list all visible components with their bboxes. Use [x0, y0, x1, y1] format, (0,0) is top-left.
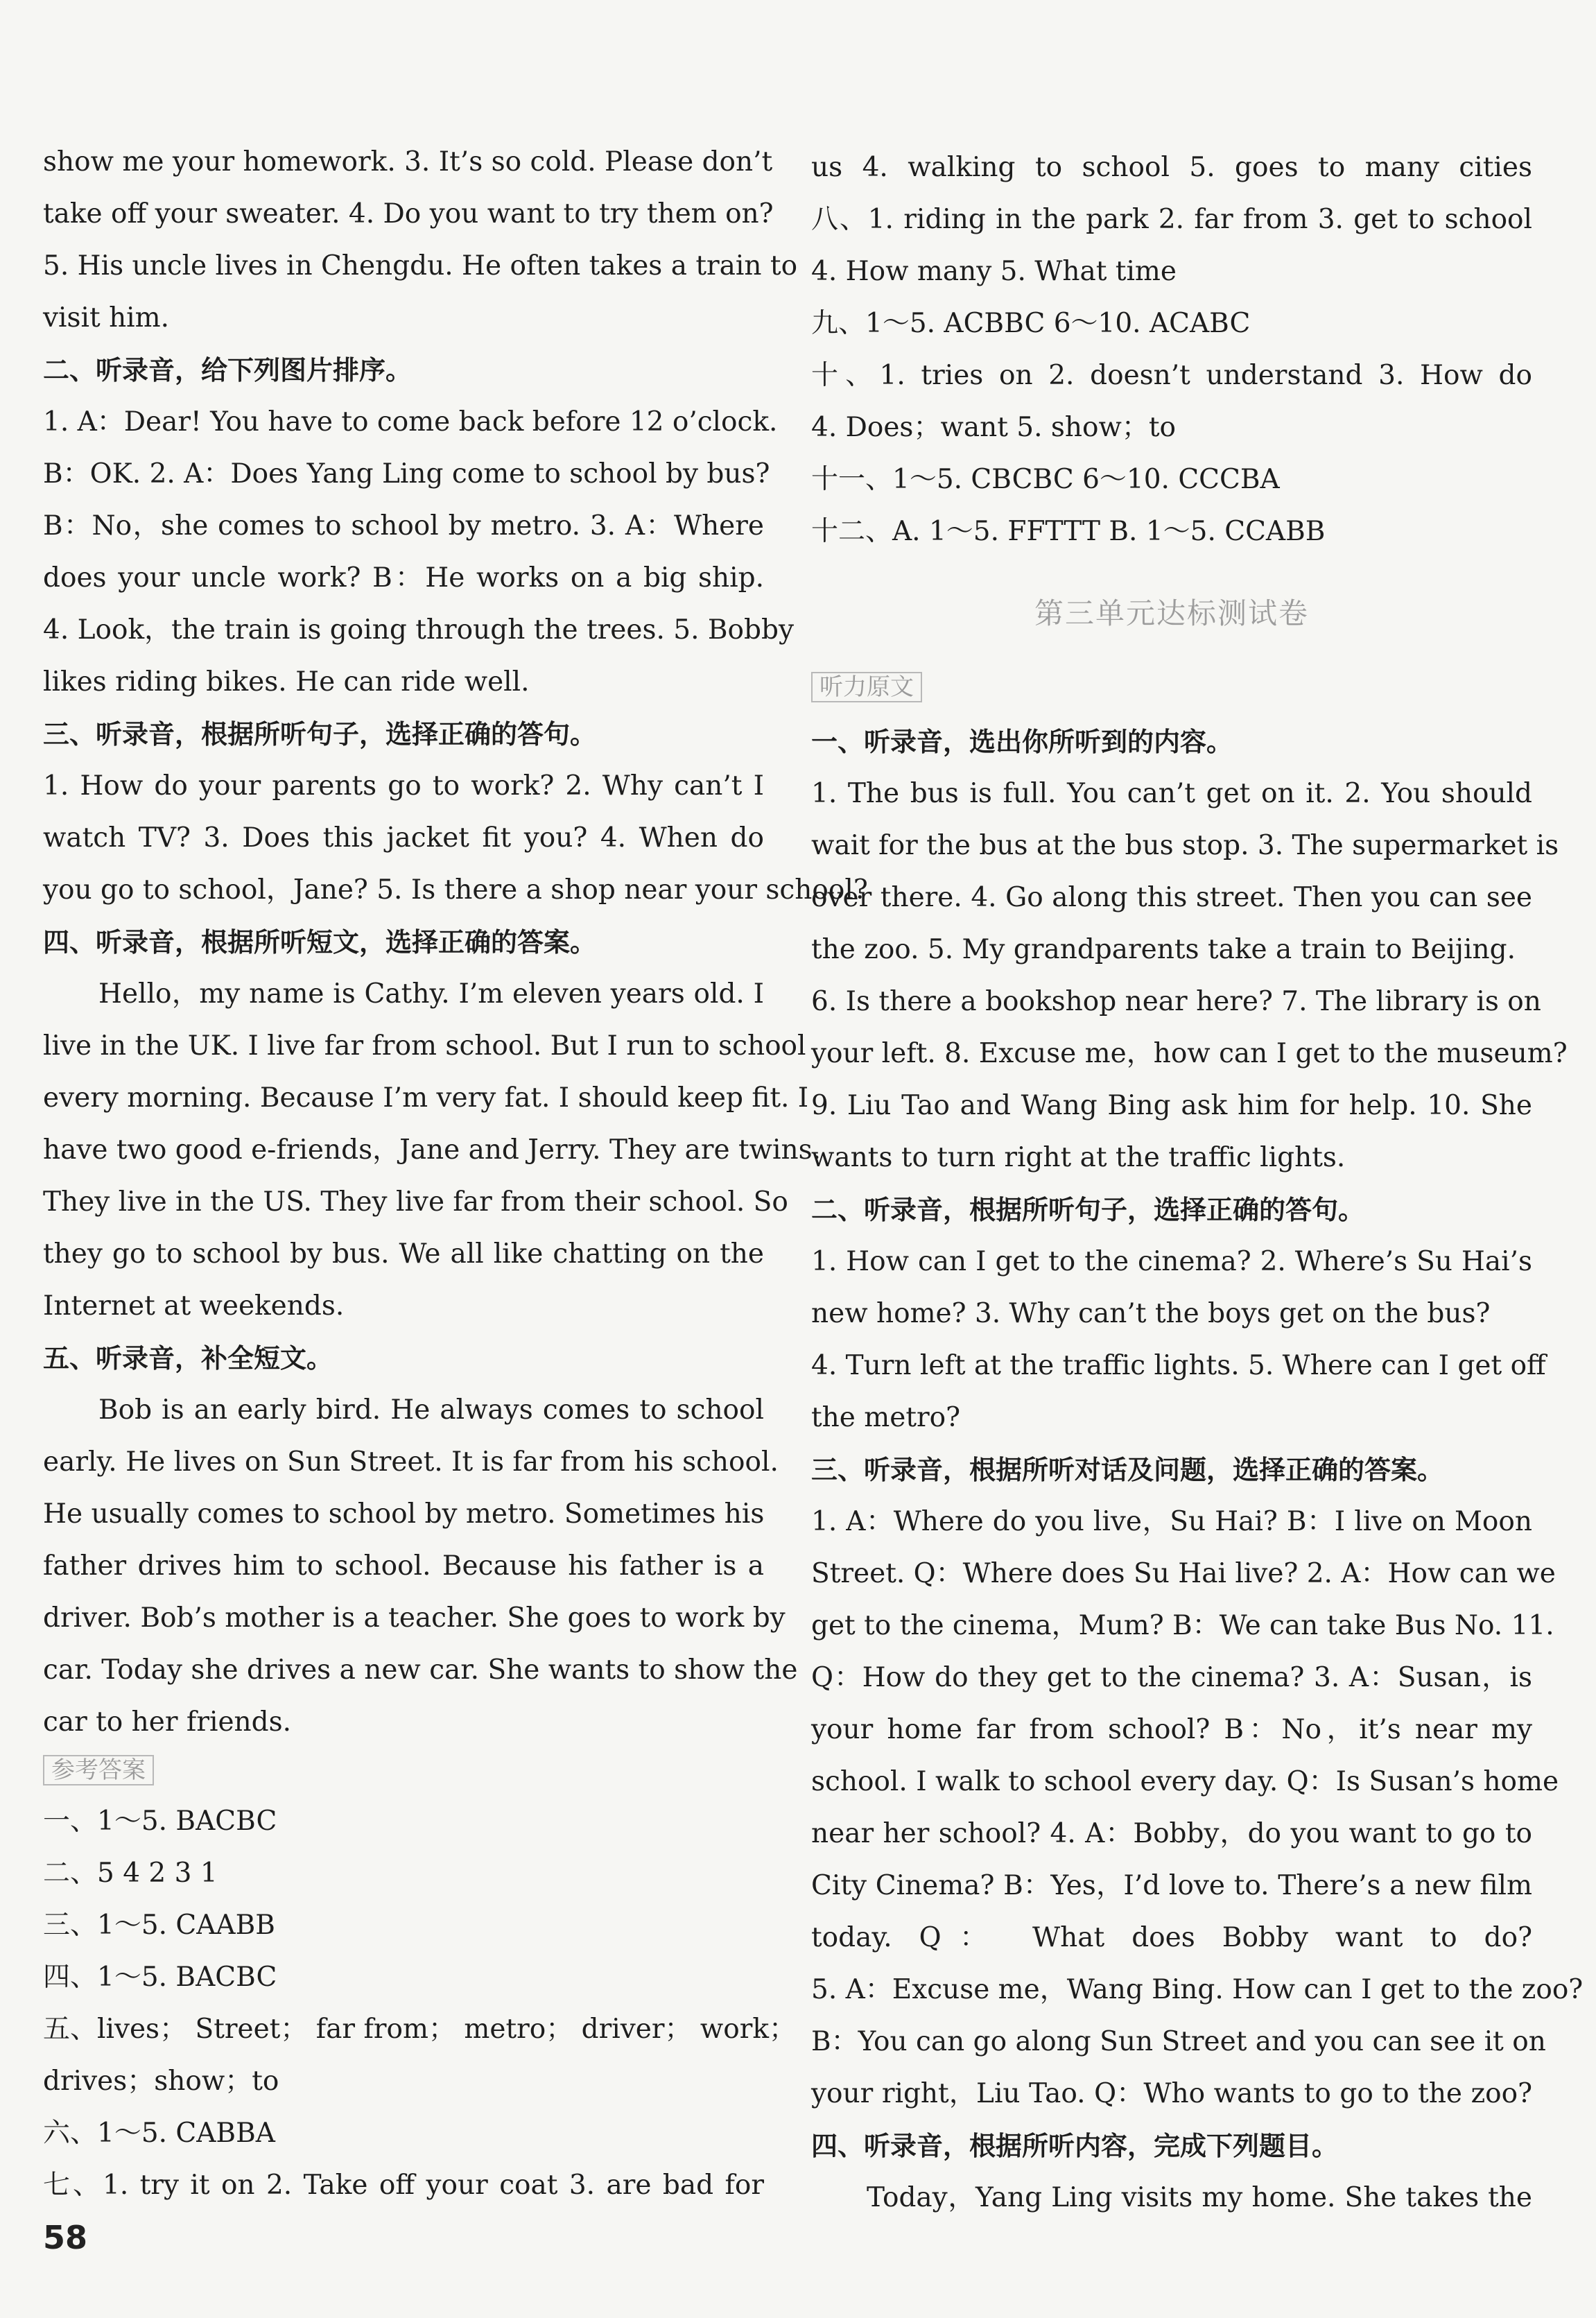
- text-line: your home far from school? B：No，it’s near my: [811, 1714, 1532, 1745]
- text-line: B：No，she comes to school by metro. 3. A：Where: [43, 510, 764, 542]
- answer-line: 七、1. try it on 2. Take off your coat 3. are bad for: [43, 2170, 764, 2201]
- text-line: they go to school by bus. We all like chatting on the: [43, 1238, 764, 1270]
- text-line: B：OK. 2. A：Does Yang Ling come to school by bus?: [43, 458, 770, 490]
- text-line: show me your homework. 3. It’s so cold. Please don’t: [43, 146, 773, 178]
- answer-line: 八、1. riding in the park 2. far from 3. get to school: [811, 204, 1532, 235]
- text-line: 4. Turn left at the traffic lights. 5. Where can I get off: [811, 1350, 1546, 1381]
- text-line: your right，Liu Tao. Q：Who wants to go to the zoo?: [811, 2078, 1532, 2109]
- answer-line: 一、1～5. BACBC: [43, 1806, 277, 1837]
- text-line: 5. A：Excuse me，Wang Bing. How can I get to the zoo?: [811, 1974, 1584, 2005]
- text-line: He usually comes to school by metro. Sometimes his: [43, 1498, 765, 1530]
- listening-tag-row: [811, 668, 1532, 704]
- text-line: does your uncle work? B：He works on a big ship.: [43, 562, 764, 594]
- text-line: you go to school，Jane? 5. Is there a shop near your school?: [43, 874, 868, 906]
- answer-line: 4. Does；want 5. show；to: [811, 412, 1177, 443]
- answer-line: 六、1～5. CABBA: [43, 2118, 275, 2149]
- section-heading: 三、听录音，根据所听对话及问题，选择正确的答案。: [811, 1455, 1444, 1485]
- text-line: near her school? 4. A：Bobby，do you want to go to: [811, 1818, 1532, 1849]
- text-line: every morning. Because I’m very fat. I should keep fit. I: [43, 1082, 809, 1114]
- text-line: 1. How can I get to the cinema? 2. Where’s Su Hai’s: [811, 1246, 1532, 1277]
- text-line: Internet at weekends.: [43, 1290, 345, 1322]
- text-line: Bob is an early bird. He always comes to school: [98, 1394, 764, 1426]
- text-line: the metro?: [811, 1402, 961, 1433]
- text-line: visit him.: [43, 302, 170, 334]
- text-line: B：You can go along Sun Street and you can see it on: [811, 2026, 1546, 2057]
- answer-line: 4. How many 5. What time: [811, 256, 1177, 287]
- answer-line: 四、1～5. BACBC: [43, 1962, 277, 1993]
- text-line: new home? 3. Why can’t the boys get on the bus?: [811, 1298, 1491, 1329]
- text-line: have two good e-friends，Jane and Jerry. They are twins.: [43, 1134, 822, 1166]
- section-heading: 四、听录音，根据所听内容，完成下列题目。: [811, 2131, 1339, 2161]
- text-line: They live in the US. They live far from their school. So: [43, 1186, 788, 1218]
- text-line: Street. Q：Where does Su Hai live? 2. A：How can we: [811, 1558, 1556, 1589]
- answer-tag-row: [43, 1752, 764, 1788]
- text-line: 1. A：Dear! You have to come back before 12 o’clock.: [43, 406, 778, 438]
- text-line: live in the UK. I live far from school. But I run to school: [43, 1030, 806, 1062]
- answer-line: 九、1～5. ACBBC 6～10. ACABC: [811, 308, 1251, 339]
- section-heading: 四、听录音，根据所听短文，选择正确的答案。: [43, 927, 597, 958]
- text-line: watch TV? 3. Does this jacket fit you? 4. When do: [43, 822, 764, 854]
- text-line: your left. 8. Excuse me，how can I get to the museum?: [811, 1038, 1568, 1069]
- text-line: get to the cinema，Mum? B：We can take Bus No. 11.: [811, 1610, 1554, 1641]
- text-line: school. I walk to school every day. Q：Is Susan’s home: [811, 1766, 1559, 1797]
- answer-line: 十二、A. 1～5. FFTTT B. 1～5. CCABB: [811, 516, 1326, 547]
- answer-line: 十、1. tries on 2. doesn’t understand 3. How do: [811, 360, 1532, 391]
- text-line: father drives him to school. Because his father is a: [43, 1550, 764, 1582]
- section-heading: 二、听录音，根据所听句子，选择正确的答句。: [811, 1195, 1365, 1225]
- text-line: wait for the bus at the bus stop. 3. The supermarket is: [811, 830, 1559, 861]
- answer-line: 五、lives； Street； far from； metro； driver； work；: [43, 2014, 797, 2045]
- answer-line: 三、1～5. CAABB: [43, 1910, 275, 1941]
- answer-tag: 参考答案: [43, 1755, 154, 1785]
- text-line: 1. How do your parents go to work? 2. Why can’t I: [43, 770, 764, 802]
- text-line: City Cinema? B：Yes，I’d love to. There’s a new film: [811, 1870, 1532, 1901]
- section-heading: 二、听录音，给下列图片排序。: [43, 355, 413, 386]
- text-line: Hello，my name is Cathy. I’m eleven years old. I: [98, 978, 764, 1010]
- text-line: 9. Liu Tao and Wang Bing ask him for help. 10. She: [811, 1090, 1532, 1121]
- text-line: car. Today she drives a new car. She wants to show the: [43, 1654, 798, 1686]
- answer-line: 二、5 4 2 3 1: [43, 1858, 218, 1889]
- text-line: 4. Look，the train is going through the trees. 5. Bobby: [43, 614, 794, 646]
- text-line: driver. Bob’s mother is a teacher. She goes to work by: [43, 1602, 786, 1634]
- text-line: take off your sweater. 4. Do you want to try them on?: [43, 198, 774, 230]
- text-line: 6. Is there a bookshop near here? 7. The library is on: [811, 986, 1541, 1017]
- text-line: Q：How do they get to the cinema? 3. A：Susan，is: [811, 1662, 1532, 1693]
- section-heading: 一、听录音，选出你所听到的内容。: [811, 727, 1233, 757]
- text-line: Today，Yang Ling visits my home. She takes the: [867, 2182, 1532, 2213]
- text-line: wants to turn right at the traffic lights.: [811, 1142, 1346, 1173]
- text-line: 1. The bus is full. You can’t get on it. 2. You should: [811, 778, 1532, 809]
- text-line: the zoo. 5. My grandparents take a train to Beijing.: [811, 934, 1516, 965]
- page-number: 58: [43, 2219, 88, 2256]
- text-line: car to her friends.: [43, 1706, 292, 1738]
- text-line: today. Q： What does Bobby want to do?: [811, 1922, 1532, 1953]
- answer-line: drives；show；to: [43, 2066, 279, 2097]
- section-heading: 五、听录音，补全短文。: [43, 1343, 333, 1374]
- section-title: 第三单元达标测试卷: [1034, 596, 1309, 630]
- answer-line: us 4. walking to school 5. goes to many cities: [811, 152, 1532, 183]
- answer-line: 十一、1～5. CBCBC 6～10. CCCBA: [811, 464, 1280, 495]
- text-line: early. He lives on Sun Street. It is far from his school.: [43, 1446, 779, 1478]
- text-line: 5. His uncle lives in Chengdu. He often takes a train to: [43, 250, 798, 282]
- text-line: over there. 4. Go along this street. Then you can see: [811, 882, 1532, 913]
- text-line: 1. A：Where do you live，Su Hai? B：I live on Moon: [811, 1506, 1532, 1537]
- text-line: likes riding bikes. He can ride well.: [43, 666, 530, 698]
- section-heading: 三、听录音，根据所听句子，选择正确的答句。: [43, 719, 597, 750]
- listening-tag: 听力原文: [811, 672, 922, 702]
